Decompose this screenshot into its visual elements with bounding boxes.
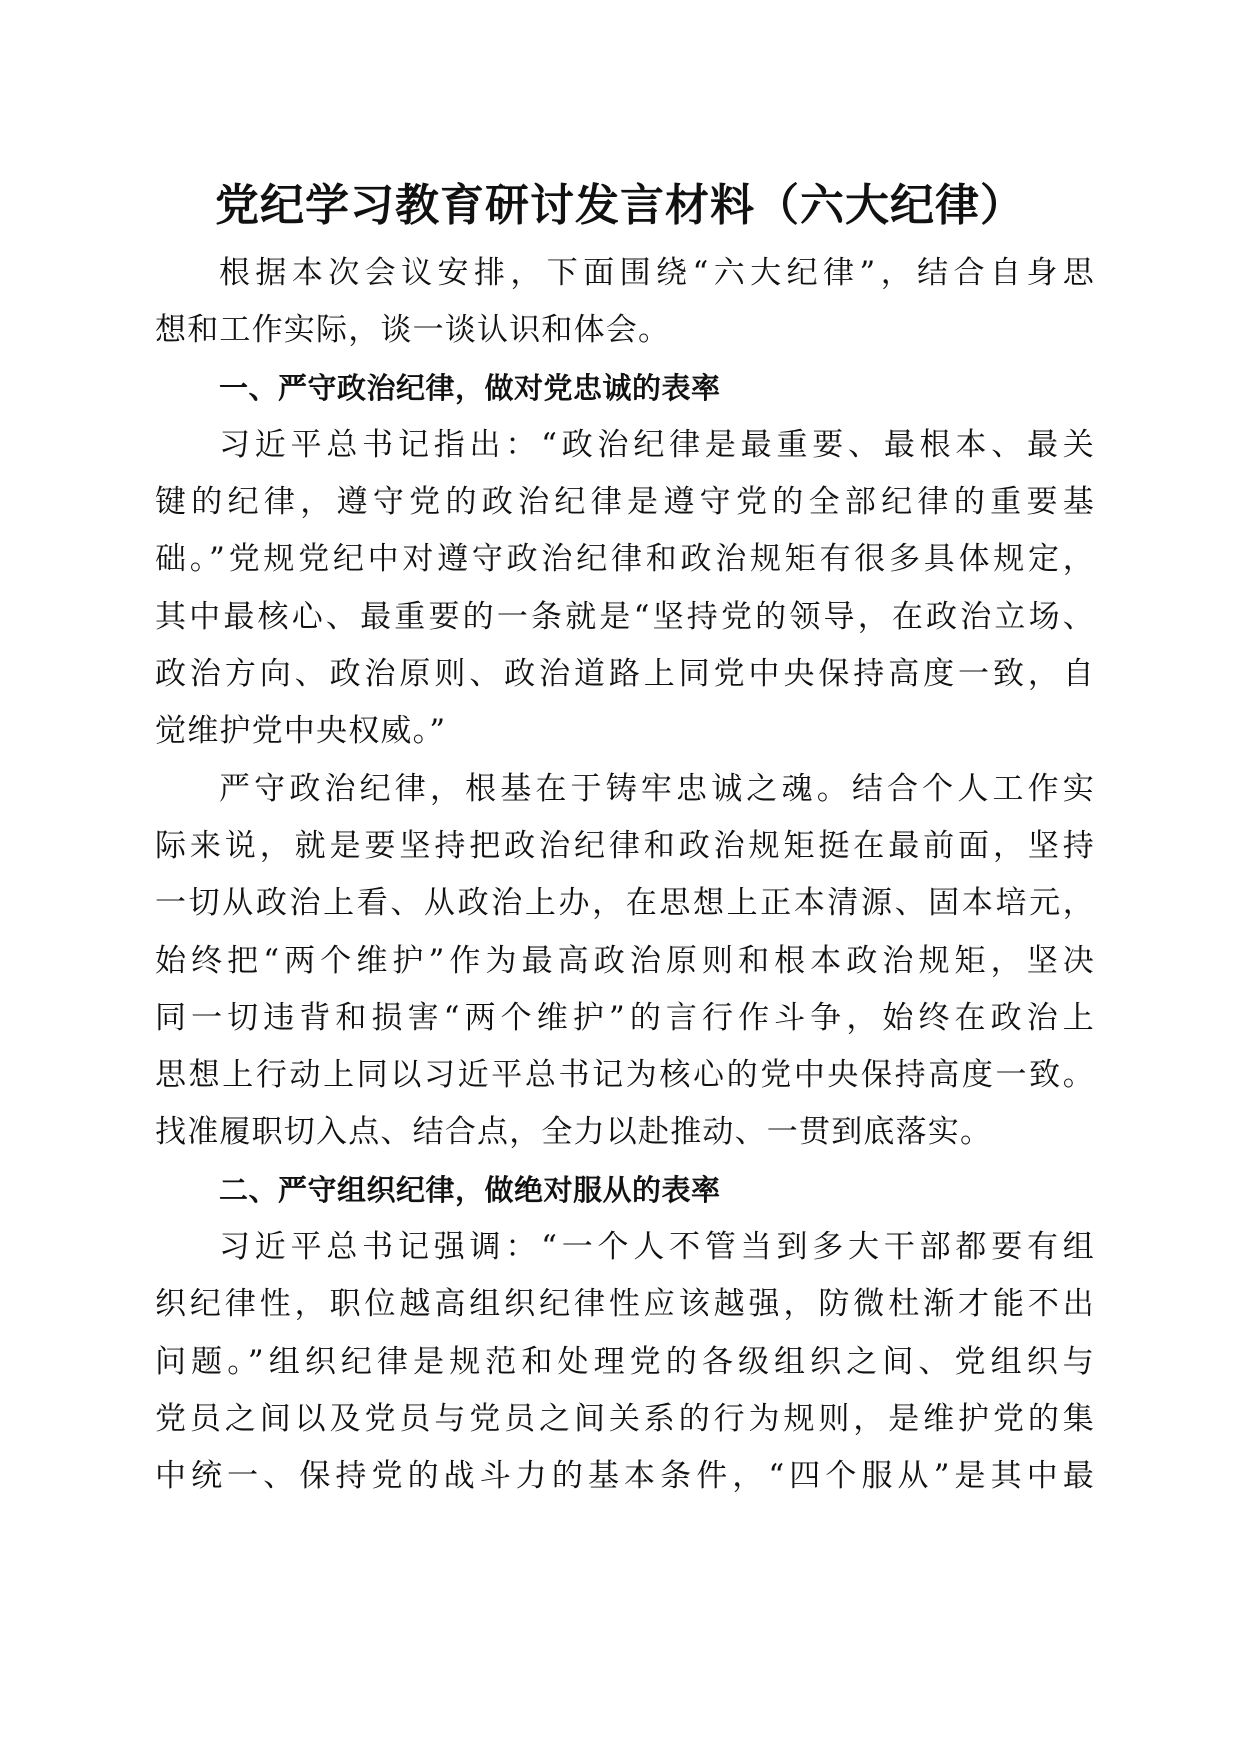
- paragraph-line: 始终把“两个维护”作为最高政治原则和根本政治规矩，坚决: [155, 942, 1095, 979]
- section-heading: 一、严守政治纪律，做对党忠诚的表率: [219, 370, 721, 405]
- paragraph-line: 政治方向、政治原则、政治道路上同党中央保持高度一致，自: [155, 656, 1095, 693]
- paragraph-line: 问题。”组织纪律是规范和处理党的各级组织之间、党组织与: [155, 1343, 1095, 1380]
- paragraph-line: 想和工作实际，谈一谈认识和体会。: [155, 312, 671, 349]
- section-heading: 二、严守组织纪律，做绝对服从的表率: [219, 1172, 721, 1207]
- paragraph-line: 际来说，就是要坚持把政治纪律和政治规矩挺在最前面，坚持: [155, 827, 1095, 864]
- paragraph-line: 思想上行动上同以习近平总书记为核心的党中央保持高度一致。: [155, 1057, 1095, 1094]
- paragraph-line: 找准履职切入点、结合点，全力以赴推动、一贯到底落实。: [155, 1114, 993, 1151]
- paragraph-line: 础。”党规党纪中对遵守政治纪律和政治规矩有很多具体规定，: [155, 541, 1095, 578]
- paragraph-line: 习近平总书记强调：“一个人不管当到多大干部都要有组: [219, 1229, 1095, 1266]
- document-body: [155, 245, 1095, 1506]
- paragraph-line: 根据本次会议安排，下面围绕“六大纪律”，结合自身思: [219, 255, 1095, 291]
- paragraph-line: 严守政治纪律，根基在于铸牢忠诚之魂。结合个人工作实: [219, 770, 1095, 807]
- paragraph-line: 中统一、保持党的战斗力的基本条件，“四个服从”是其中最: [155, 1458, 1095, 1495]
- document-title: 党纪学习教育研讨发言材料（六大纪律）: [215, 180, 1025, 231]
- paragraph-line: 习近平总书记指出：“政治纪律是最重要、最根本、最关: [219, 426, 1095, 463]
- paragraph-line: 其中最核心、最重要的一条就是“坚持党的领导，在政治立场、: [155, 598, 1095, 635]
- paragraph-line: 织纪律性，职位越高组织纪律性应该越强，防微杜渐才能不出: [155, 1286, 1095, 1323]
- paragraph-line: 键的纪律，遵守党的政治纪律是遵守党的全部纪律的重要基: [155, 484, 1095, 521]
- paragraph-line: 党员之间以及党员与党员之间关系的行为规则，是维护党的集: [155, 1400, 1095, 1437]
- paragraph-line: 觉维护党中央权威。”: [155, 713, 447, 750]
- paragraph-line: 同一切违背和损害“两个维护”的言行作斗争，始终在政治上: [155, 999, 1095, 1036]
- paragraph-line: 一切从政治上看、从政治上办，在思想上正本清源、固本培元，: [155, 885, 1095, 922]
